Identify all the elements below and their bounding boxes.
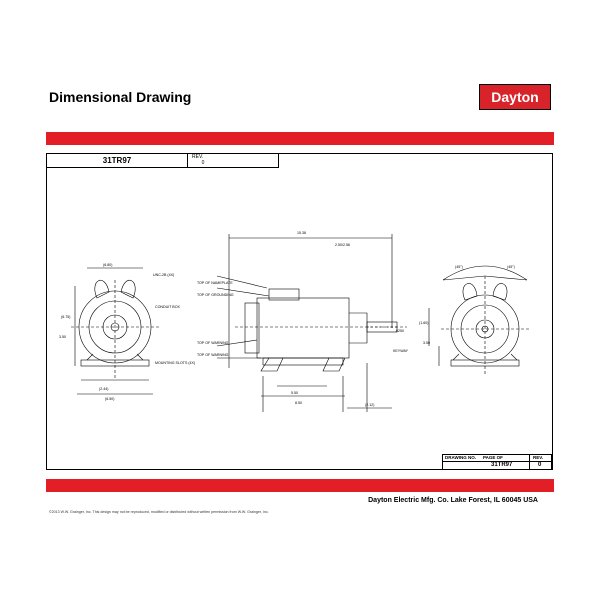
end-view-right: [429, 266, 531, 374]
dim-label: (2.12): [365, 403, 375, 407]
dim-label: (2.44): [99, 387, 109, 391]
dim-label: TOP OF WARNING: [197, 341, 229, 345]
drawing-no-value: 31TR97: [491, 462, 513, 468]
copyright-notice: ©2013 W.W. Grainger, Inc. This design may not be reproduced, modified or distributed without written permission from W.W. Grainger, Inc.: [49, 510, 269, 514]
dim-label: (45°): [507, 265, 515, 269]
drawing-sheet: [46, 153, 553, 470]
dim-label: CONDUIT BOX: [155, 305, 180, 309]
dim-label: (45°): [455, 265, 463, 269]
rev-value-bottom: 0: [538, 462, 542, 468]
end-view-left: [71, 268, 159, 394]
dim-label: (6.80): [103, 263, 113, 267]
part-number: 31TR97: [47, 154, 188, 167]
bottom-red-band: [46, 479, 554, 492]
dim-label: TOP OF NAMEPLATE: [197, 281, 233, 285]
part-title-box: [47, 154, 279, 168]
dim-label: TOP OF WARNING: [197, 353, 229, 357]
dayton-logo: Dayton: [479, 84, 551, 110]
drawing-number-block: [442, 454, 552, 470]
dim-label: 2.50/2.56: [335, 243, 350, 247]
side-view-center: [217, 234, 407, 412]
dim-label: (6.75): [61, 315, 71, 319]
block-divider: [529, 455, 530, 470]
dim-label: 5.50: [291, 391, 298, 395]
dim-label: (6.50): [105, 397, 115, 401]
dim-label: .6250: [395, 329, 404, 333]
dim-label: 3.50: [423, 341, 430, 345]
motor-dimension-drawing: [47, 168, 552, 470]
rev-value: 0: [201, 160, 205, 166]
page-of-label: PAGE OF: [483, 455, 503, 460]
dimension-labels: [59, 231, 515, 407]
dim-label: KEYWAY: [393, 349, 408, 353]
dim-label: MOUNTING SLOTS (4X): [155, 361, 196, 365]
dim-label: UNC-2B (4X): [153, 273, 175, 277]
dim-label: 15.38: [297, 231, 306, 235]
drawing-no-label: DRAWING NO.: [445, 455, 476, 460]
dim-label: TOP OF GROUNDING: [197, 293, 234, 297]
rev-label: REV.: [192, 154, 204, 160]
rev-label-bottom: REV.: [533, 455, 544, 460]
page-title: Dimensional Drawing: [49, 89, 192, 105]
dim-label: 3.50: [59, 335, 66, 339]
company-address: Dayton Electric Mfg. Co. Lake Forest, IL 60045 USA: [368, 497, 538, 504]
dim-label: 8.50: [295, 401, 302, 405]
dim-label: (1.60): [419, 321, 429, 325]
top-red-band: [46, 132, 554, 145]
